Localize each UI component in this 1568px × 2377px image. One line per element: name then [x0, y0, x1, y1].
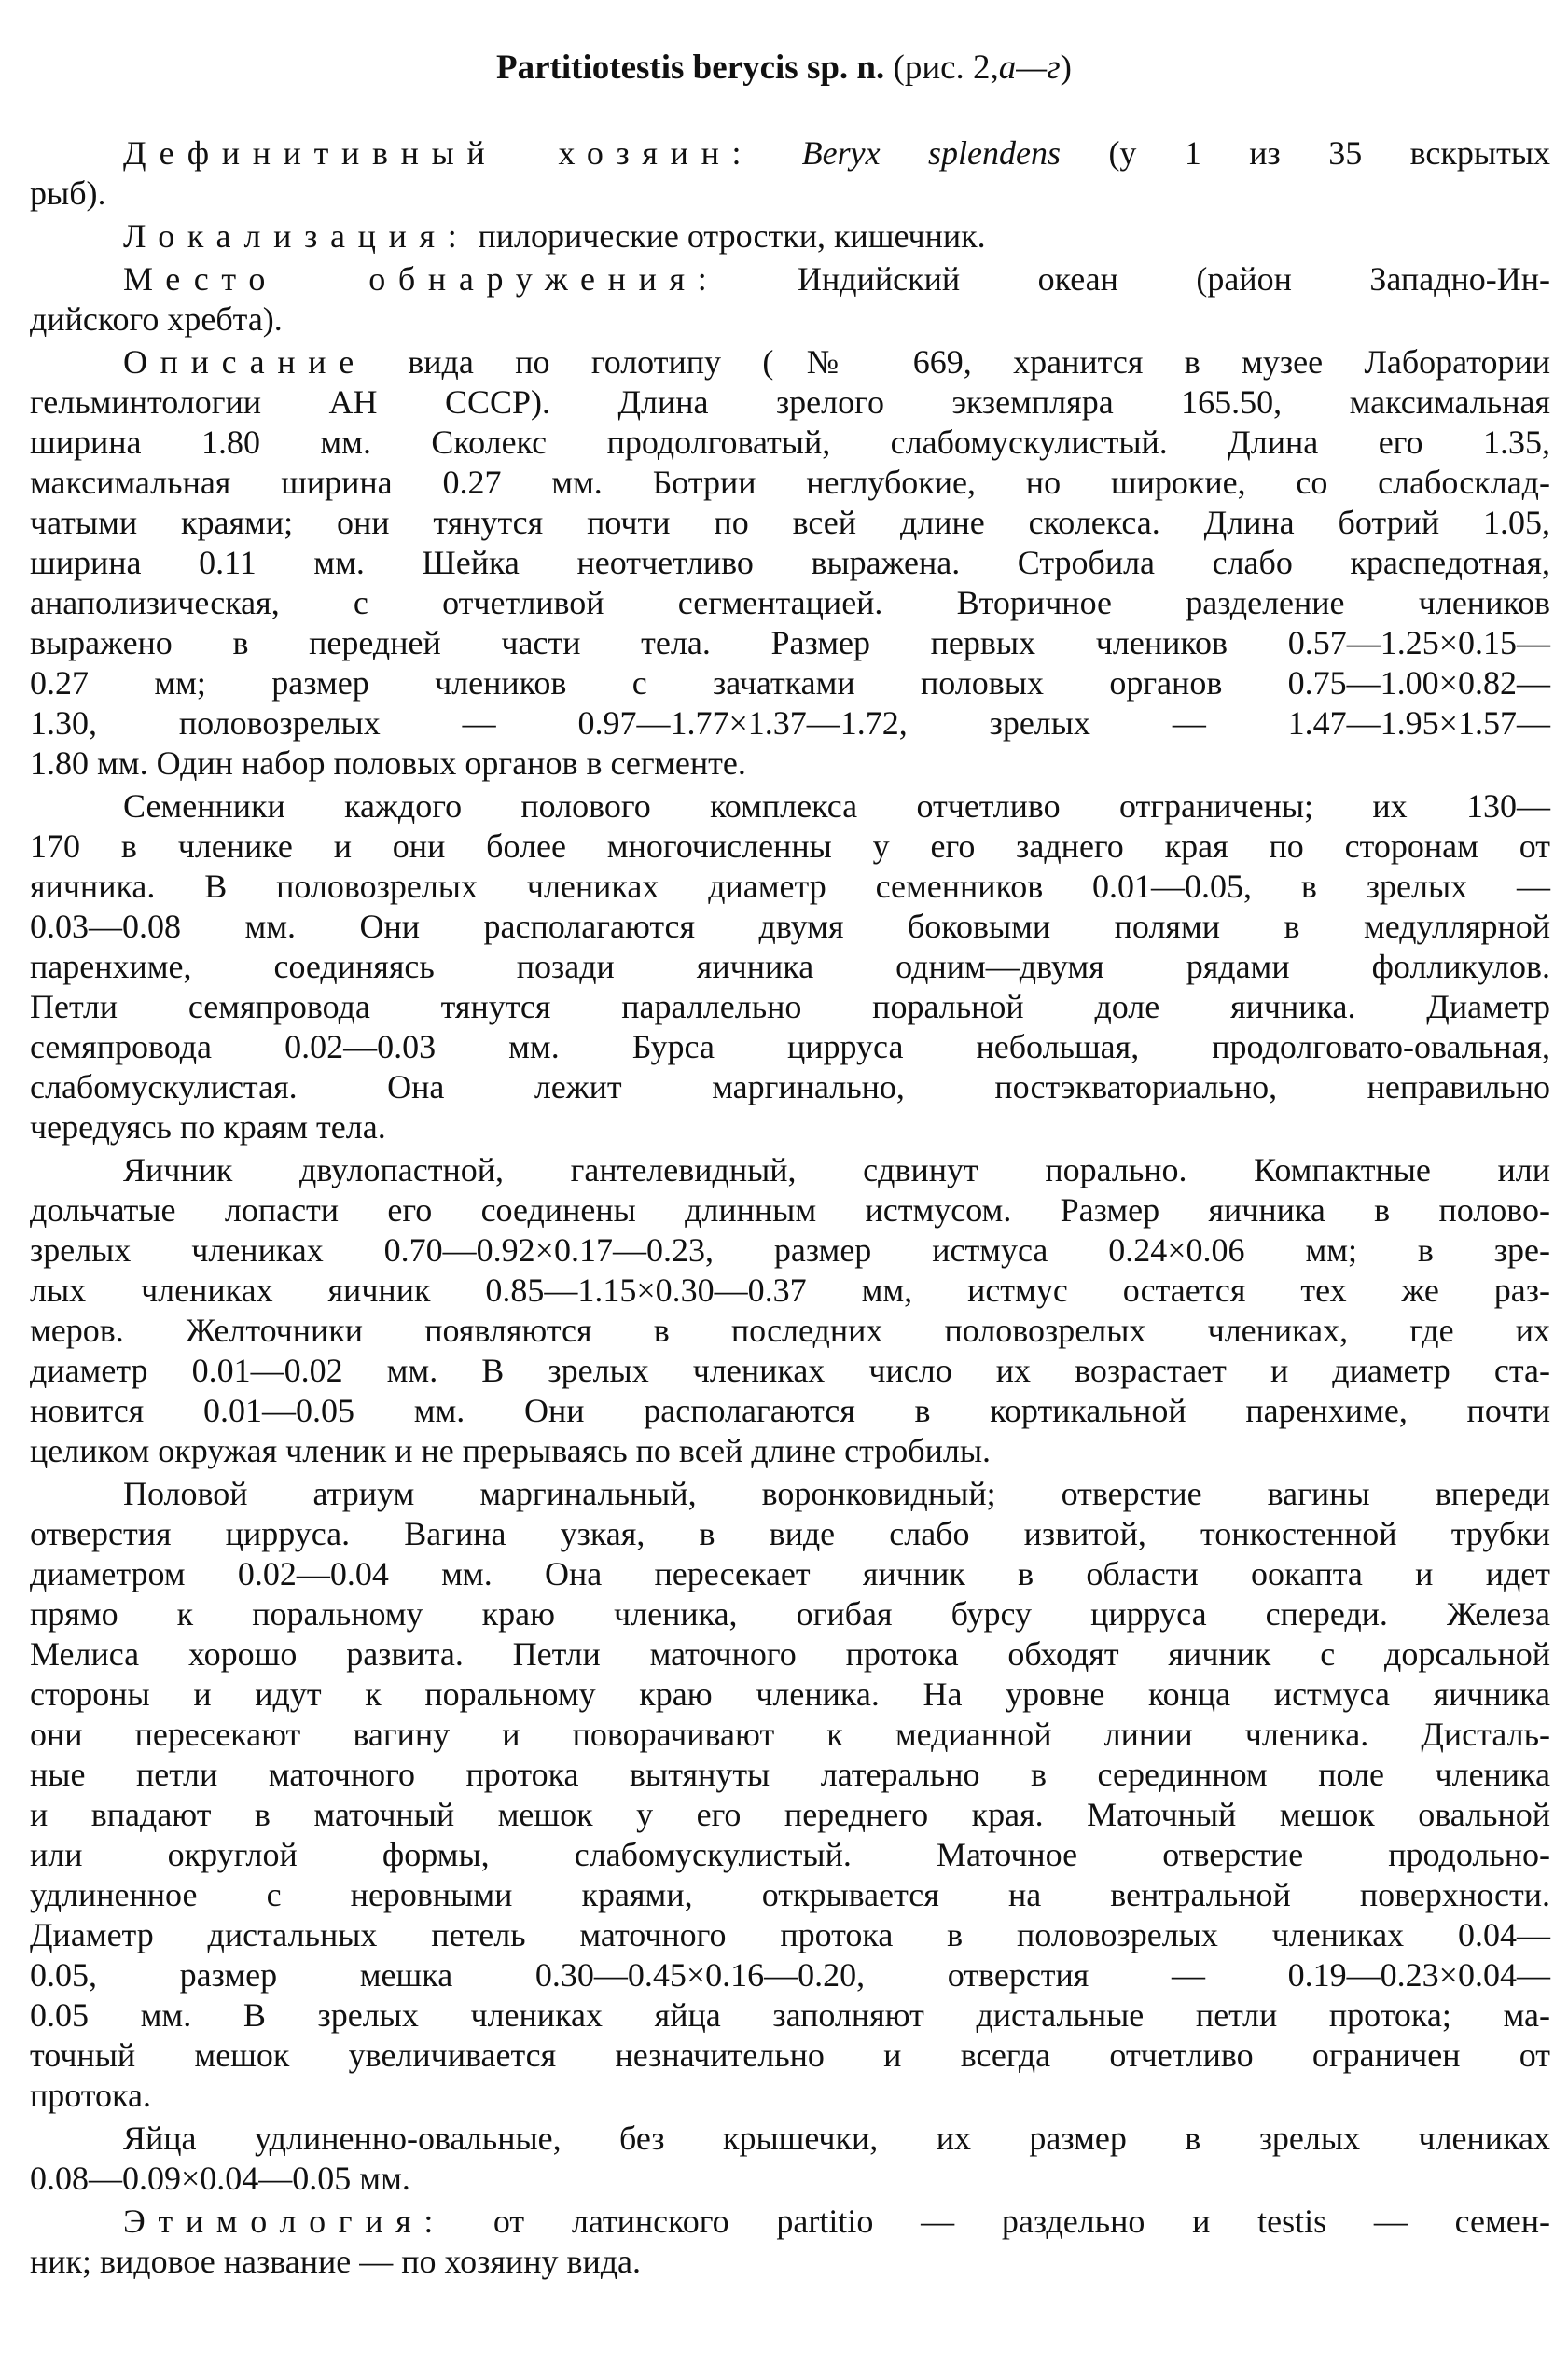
- text-line: [30, 1271, 1550, 1311]
- text-segment: Мелиса хорошо развита. Петли маточного протока обходят яичник с дорсальной: [30, 1635, 1550, 1673]
- text-segment: ширина 1.80 мм. Сколекс продолговатый, слабомускулистый. Длина его 1.35,: [30, 424, 1550, 461]
- text-line: [30, 543, 1550, 583]
- text-segment: яичника. В половозрелых члениках диаметр семенников 0.01—0.05, в зрелых —: [30, 868, 1550, 905]
- text-line: [30, 987, 1550, 1027]
- text-line: [30, 583, 1550, 623]
- text-line: [30, 423, 1550, 463]
- paragraph: [30, 133, 1550, 214]
- paragraph: [30, 342, 1550, 784]
- text-line: [30, 1190, 1550, 1230]
- figure-reference-close: ): [1060, 49, 1072, 87]
- text-line: [30, 1995, 1550, 2036]
- text-line: [30, 703, 1550, 744]
- text-line: [30, 1795, 1550, 1835]
- text-line: [30, 216, 1550, 257]
- text-line: [30, 786, 1550, 827]
- text-line: [30, 463, 1550, 503]
- text-line: [30, 1514, 1550, 1554]
- text-segment: чатыми краями; они тянутся почти по всей длине сколекса. Длина ботрий 1.05,: [30, 504, 1550, 541]
- section-label: Локализация:: [123, 217, 470, 255]
- text-segment: 0.03—0.08 мм. Они располагаются двумя боковыми полями в медуллярной: [30, 908, 1550, 945]
- species-heading: [0, 47, 1568, 90]
- paragraph: [30, 1150, 1550, 1471]
- text-line: [30, 174, 1550, 214]
- text-line: [30, 133, 1550, 174]
- text-line: [30, 342, 1550, 382]
- text-line: [30, 1755, 1550, 1795]
- text-segment: лых члениках яичник 0.85—1.15×0.30—0.37 мм, истмус остается тех же раз-: [30, 1272, 1550, 1309]
- text-segment: анаполизическая, с отчетливой сегментацией. Вторичное разделение члеников: [30, 584, 1550, 621]
- paragraph: [30, 2202, 1550, 2282]
- text-segment: и впадают в маточный мешок у его переднего края. Маточный мешок овальной: [30, 1796, 1550, 1833]
- text-segment: чередуясь по краям тела.: [30, 1108, 386, 1146]
- text-segment: ширина 0.11 мм. Шейка неотчетливо выражена. Стробила слабо краспедотная,: [30, 544, 1550, 581]
- text-segment: новится 0.01—0.05 мм. Они располагаются в кортикальной паренхиме, почти: [30, 1392, 1550, 1429]
- text-line: [30, 1230, 1550, 1271]
- text-line: [30, 1391, 1550, 1431]
- text-segment: рыб).: [30, 174, 106, 212]
- latin-name: Beryx splendens: [801, 134, 1062, 172]
- text-line: [30, 259, 1550, 299]
- text-segment: отверстия цирруса. Вагина узкая, в виде слабо извитой, тонкостенной трубки: [30, 1515, 1550, 1552]
- figure-reference-letters: а—г: [998, 49, 1061, 87]
- text-segment: 0.05, размер мешка 0.30—0.45×0.16—0.20, отверстия — 0.19—0.23×0.04—: [30, 1956, 1550, 1994]
- text-segment: Яичник двулопастной, гантелевидный, сдвинут порально. Компактные или: [123, 1151, 1550, 1188]
- text-line: [30, 2119, 1550, 2159]
- text-line: [30, 1594, 1550, 1634]
- text-line: [30, 1150, 1550, 1190]
- text-line: [30, 1431, 1550, 1471]
- text-line: [30, 1634, 1550, 1675]
- text-segment: Диаметр дистальных петель маточного протока в половозрелых члениках 0.04—: [30, 1916, 1550, 1953]
- text-segment: ные петли маточного протока вытянуты латерально в серединном поле членика: [30, 1756, 1550, 1793]
- text-segment: Яйца удлиненно-овальные, без крышечки, их размер в зрелых члениках: [123, 2120, 1550, 2157]
- section-label: Описание: [123, 343, 367, 381]
- text-line: [30, 2202, 1550, 2242]
- text-segment: дольчатые лопасти его соединены длинным истмусом. Размер яичника в полово-: [30, 1191, 1550, 1229]
- text-segment: целиком окружая членик и не прерываясь по всей длине стробилы.: [30, 1432, 992, 1469]
- text-line: [30, 1715, 1550, 1755]
- text-segment: 0.27 мм; размер члеников с зачатками половых органов 0.75—1.00×0.82—: [30, 664, 1550, 702]
- text-line: [30, 2159, 1550, 2199]
- text-segment: от латинского partitio — раздельно и testis — семен-: [446, 2203, 1550, 2240]
- text-segment: дийского хребта).: [30, 300, 283, 338]
- text-line: [30, 907, 1550, 947]
- text-segment: 0.08—0.09×0.04—0.05 мм.: [30, 2160, 410, 2197]
- text-line: [30, 1027, 1550, 1067]
- paragraph: [30, 2119, 1550, 2199]
- text-segment: [754, 134, 801, 172]
- text-line: [30, 503, 1550, 543]
- text-line: [30, 2076, 1550, 2116]
- text-line: [30, 744, 1550, 784]
- text-segment: семяпровода 0.02—0.03 мм. Бурса цирруса небольшая, продолговато-овальная,: [30, 1028, 1550, 1065]
- text-segment: прямо к поральному краю членика, огибая бурсу цирруса спереди. Железа: [30, 1595, 1550, 1633]
- species-description-body: [30, 133, 1550, 2285]
- text-line: [30, 827, 1550, 867]
- text-segment: гельминтологии АН СССР). Длина зрелого экземпляра 165.50, максимальная: [30, 383, 1550, 421]
- paragraph: [30, 1474, 1550, 2116]
- text-segment: меров. Желточники появляются в последних половозрелых члениках, где их: [30, 1312, 1550, 1349]
- text-line: [30, 1067, 1550, 1107]
- text-line: [30, 1915, 1550, 1955]
- text-segment: диаметром 0.02—0.04 мм. Она пересекает яичник в области оокапта и идет: [30, 1555, 1550, 1592]
- text-segment: Петли семяпровода тянутся параллельно поральной доле яичника. Диаметр: [30, 988, 1550, 1025]
- text-line: [30, 1107, 1550, 1147]
- text-segment: 170 в членике и они более многочисленны у его заднего края по сторонам от: [30, 827, 1550, 865]
- paragraph: [30, 216, 1550, 257]
- figure-reference-open: (рис. 2,: [893, 49, 999, 87]
- text-line: [30, 1675, 1550, 1715]
- species-name: Partitiotestis berycis: [496, 49, 798, 87]
- text-segment: Семенники каждого полового комплекса отчетливо отграничены; их 130—: [123, 787, 1550, 825]
- text-segment: Половой атриум маргинальный, воронковидный; отверстие вагины впереди: [123, 1475, 1550, 1512]
- text-line: [30, 1554, 1550, 1594]
- text-line: [30, 663, 1550, 703]
- text-segment: 1.30, половозрелых — 0.97—1.77×1.37—1.72, зрелых — 1.47—1.95×1.57—: [30, 704, 1550, 742]
- section-label: Дефинитивный хозяин:: [123, 134, 755, 172]
- text-segment: вида по голотипу (№ 669, хранится в музее Лаборатории: [366, 343, 1550, 381]
- text-segment: выражено в передней части тела. Размер первых члеников 0.57—1.25×0.15—: [30, 624, 1550, 661]
- text-line: [30, 2036, 1550, 2076]
- text-segment: стороны и идут к поральному краю членика. На уровне конца истмуса яичника: [30, 1675, 1550, 1713]
- text-segment: паренхиме, соединяясь позади яичника одним—двумя рядами фолликулов.: [30, 948, 1550, 985]
- text-line: [30, 2242, 1550, 2282]
- section-label: Место обнаружения:: [123, 260, 720, 298]
- text-segment: они пересекают вагину и поворачивают к медианной линии членика. Дисталь-: [30, 1716, 1550, 1753]
- text-line: [30, 947, 1550, 987]
- text-segment: точный мешок увеличивается незначительно и всегда отчетливо ограничен от: [30, 2036, 1550, 2074]
- text-segment: зрелых члениках 0.70—0.92×0.17—0.23, размер истмуса 0.24×0.06 мм; в зре-: [30, 1231, 1550, 1269]
- text-line: [30, 299, 1550, 340]
- text-line: [30, 1835, 1550, 1875]
- text-line: [30, 1351, 1550, 1391]
- text-line: [30, 1311, 1550, 1351]
- text-segment: 0.05 мм. В зрелых члениках яйца заполняют дистальные петли протока; ма-: [30, 1996, 1550, 2034]
- text-line: [30, 867, 1550, 907]
- text-segment: слабомускулистая. Она лежит маргинально, постэкваториально, неправильно: [30, 1068, 1550, 1105]
- paragraph: [30, 786, 1550, 1147]
- text-line: [30, 1474, 1550, 1514]
- text-segment: ник; видовое название — по хозяину вида.: [30, 2243, 642, 2280]
- text-line: [30, 1875, 1550, 1915]
- text-segment: Индийский океан (район Западно-Ин-: [719, 260, 1550, 298]
- text-line: [30, 382, 1550, 423]
- text-segment: протока.: [30, 2077, 151, 2114]
- species-novelty-mark: sp. n.: [806, 49, 885, 87]
- text-segment: пилорические отростки, кишечник.: [469, 217, 986, 255]
- text-line: [30, 623, 1550, 663]
- paragraph: [30, 259, 1550, 340]
- text-segment: диаметр 0.01—0.02 мм. В зрелых члениках число их возрастает и диаметр ста-: [30, 1352, 1550, 1389]
- text-segment: (у 1 из 35 вскрытых: [1061, 134, 1551, 172]
- text-segment: максимальная ширина 0.27 мм. Ботрии неглубокие, но широкие, со слабосклад-: [30, 464, 1550, 501]
- text-line: [30, 1955, 1550, 1995]
- section-label: Этимология:: [123, 2203, 447, 2240]
- text-segment: удлиненное с неровными краями, открывается на вентральной поверхности.: [30, 1876, 1550, 1913]
- text-segment: 1.80 мм. Один набор половых органов в сегменте.: [30, 744, 746, 782]
- text-segment: или округлой формы, слабомускулистый. Маточное отверстие продольно-: [30, 1836, 1550, 1873]
